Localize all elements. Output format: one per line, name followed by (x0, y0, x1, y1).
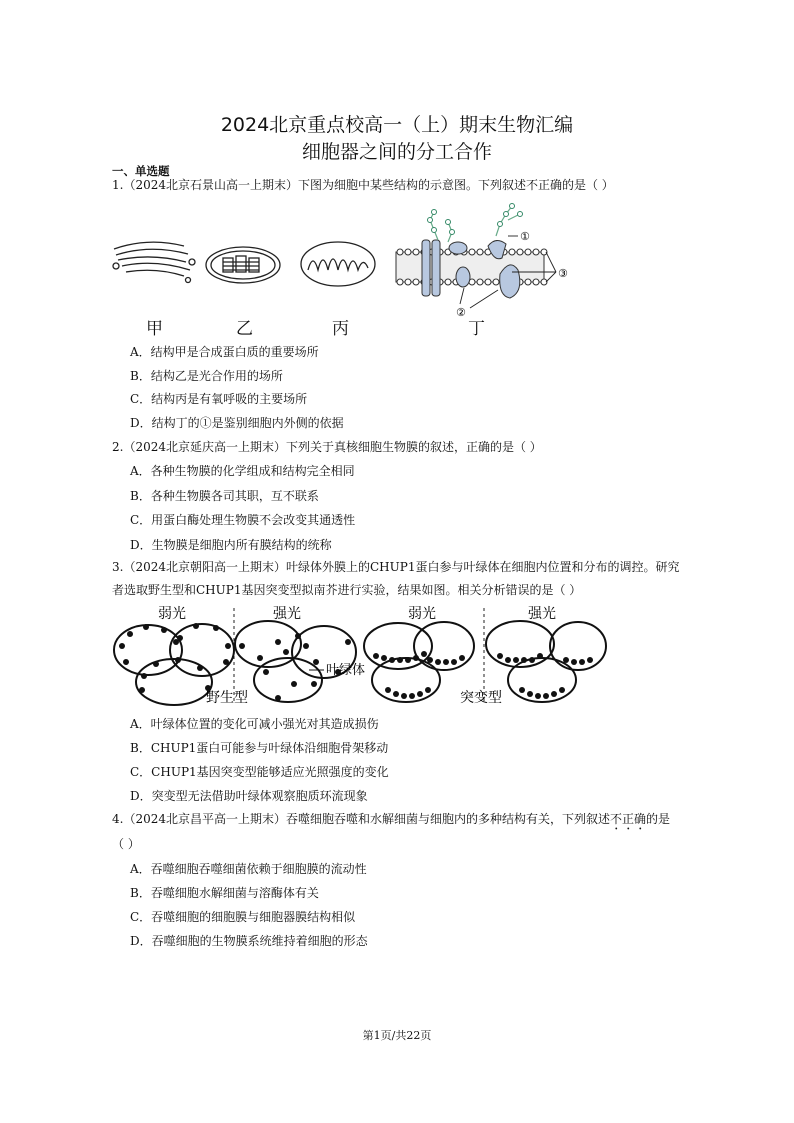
marker-1: ① (520, 230, 530, 243)
label-mutant: 突变型 (460, 690, 502, 706)
q2-option-c: C．用蛋白酶处理生物膜不会改变其通透性 (130, 513, 356, 527)
q4-stem-before: 4.（2024北京昌平高一上期末）吞噬细胞吞噬和水解细菌与细胞内的多种结构有关，下列叙述 (112, 812, 610, 826)
label-chloroplast: 叶绿体 (326, 663, 366, 678)
label-bing: 丙 (332, 319, 349, 339)
doc-title-line1: 2024北京重点校高一（上）期末生物汇编 (220, 114, 574, 136)
mitochondrion-diagram (301, 242, 375, 286)
q1-option-b: B．结构乙是光合作用的场所 (130, 369, 283, 383)
q3-option-d: D．突变型无法借助叶绿体观察胞质环流现象 (130, 789, 368, 803)
label-strong-light-wt: 强光 (273, 606, 301, 622)
q4-option-d: D．吞噬细胞的生物膜系统维持着细胞的形态 (130, 934, 368, 948)
question-4-stem (112, 808, 684, 856)
marker-3: ③ (558, 267, 568, 280)
q3-option-a: A．叶绿体位置的变化可减小强光对其造成损伤 (130, 717, 379, 731)
question-3-stem: 3.（2024北京朝阳高一上期末）叶绿体外膜上的CHUP1蛋白参与叶绿体在细胞内位置和分布的调控。研究者选取野生型和CHUP1基因突变型拟南芥进行实验，结果如图。相关分析错误的是（ ） (112, 560, 680, 597)
marker-2: ② (456, 306, 466, 319)
q4-stem-emphasis: 不正确 (610, 812, 647, 826)
q2-option-d: D．生物膜是细胞内所有膜结构的统称 (130, 538, 332, 552)
question-2-stem: 2.（2024北京延庆高一上期末）下列关于真核细胞生物膜的叙述，正确的是（ ） (112, 440, 542, 454)
q4-stem-after: 的是 (646, 812, 671, 826)
label-weak-light-wt: 弱光 (158, 606, 186, 622)
q4-option-a: A．吞噬细胞吞噬细菌依赖于细胞膜的流动性 (130, 862, 367, 876)
q4-option-b: B．吞噬细胞水解细菌与溶酶体有关 (130, 886, 319, 900)
q4-option-c: C．吞噬细胞的细胞膜与细胞器膜结构相似 (130, 910, 356, 924)
label-wild-type: 野生型 (206, 690, 248, 706)
q1-option-a: A．结构甲是合成蛋白质的重要场所 (130, 345, 319, 359)
q3-option-b: B．CHUP1蛋白可能参与叶绿体沿细胞骨架移动 (130, 741, 389, 755)
q1-option-c: C．结构丙是有氧呼吸的主要场所 (130, 392, 308, 406)
q2-option-b: B．各种生物膜各司其职，互不联系 (130, 489, 319, 503)
doc-title-line2: 细胞器之间的分工合作 (301, 141, 492, 163)
q3-option-c: C．CHUP1基因突变型能够适应光照强度的变化 (130, 765, 389, 779)
label-ding: 丁 (468, 319, 485, 339)
chloroplast-diagram (206, 247, 280, 283)
label-jia: 甲 (146, 319, 163, 339)
label-yi: 乙 (236, 319, 253, 339)
section-heading: 一、单选题 (112, 164, 170, 178)
golgi-diagram (113, 242, 195, 282)
q4-stem-line2: （ ） (112, 837, 140, 851)
question-1-stem: 1.（2024北京石景山高一上期末）下图为细胞中某些结构的示意图。下列叙述不正确的是（ ） (112, 178, 614, 192)
page-footer: 第1页/共22页 (362, 1029, 432, 1042)
label-weak-light-mut: 弱光 (408, 606, 436, 622)
q3-figure (108, 602, 608, 708)
q1-option-d: D．结构丁的①是鉴别细胞内外侧的依据 (130, 416, 344, 430)
q2-option-a: A．各种生物膜的化学组成和结构完全相同 (130, 464, 355, 478)
label-strong-light-mut: 强光 (528, 606, 556, 622)
membrane-diagram (396, 204, 556, 309)
